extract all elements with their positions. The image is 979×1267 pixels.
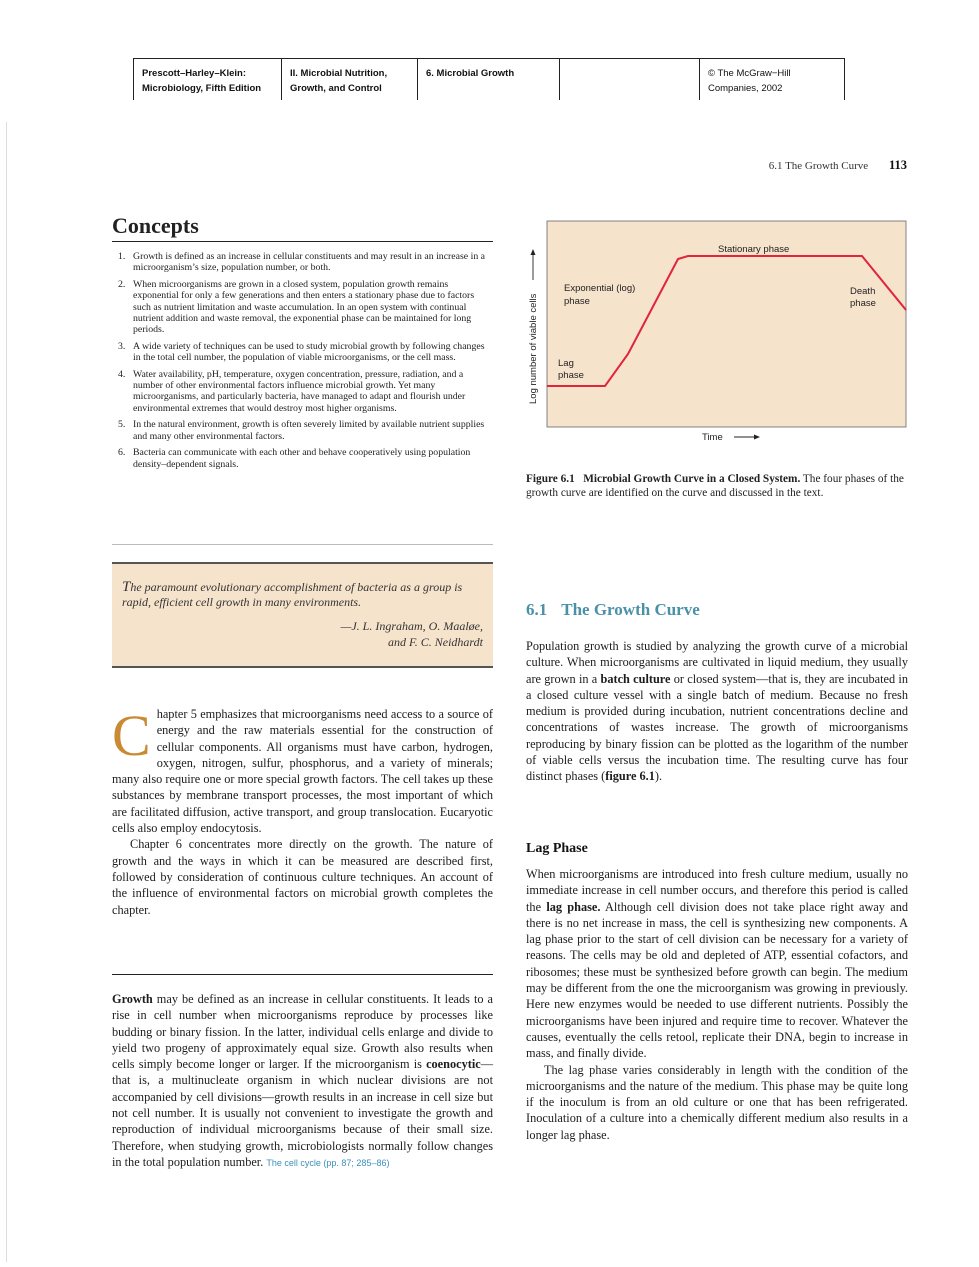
concept-item: 3. A wide variety of techniques can be used to study microbial growth by following changes in the total cell number, the population of viable microorganisms, or the cell mass. (118, 340, 485, 364)
y-axis-arrowhead (531, 249, 536, 255)
page-number: 113 (888, 158, 907, 172)
label-lag-phase-2: phase (558, 370, 584, 381)
growth-curve-figure (512, 214, 912, 454)
concept-item: 5. In the natural environment, growth is often severely limited by available nutrient supplies and many other environmental factors. (118, 419, 485, 442)
concepts-title: Concepts (112, 213, 199, 238)
intro-text (112, 703, 493, 918)
x-axis-arrowhead (754, 435, 760, 440)
label-lag-phase: Lag (558, 358, 574, 369)
label-death-phase-2: phase (850, 298, 876, 309)
x-axis-label: Time (702, 432, 723, 443)
header-cell-chapter: 6. Microbial Growth (417, 58, 559, 100)
margin-rule (6, 122, 7, 1262)
lag-phase-heading: Lag Phase (526, 841, 588, 856)
label-death-phase: Death (850, 286, 876, 297)
header-cell-book: Prescott–Harley–Klein: Microbiology, Fifth Edition (142, 68, 262, 94)
epigraph-text: The paramount evolutionary accomplishment of bacteria as a group is rapid, efficient cell growth in many environments. (122, 579, 463, 609)
intro-paragraph-2: Chapter 6 concentrates more directly on the growth. The nature of growth and the ways in which it can be measured are described first, followed by consideration of continuous culture techniques. An account of the influence of environmental factors on microbial growth completes the chapter. (112, 837, 493, 917)
running-head-section: 6.1 The Growth Curve (768, 160, 869, 172)
concept-item: 1. Growth is defined as an increase in cellular constituents and may result in an increase in a microorganism’s size, population number, or both. (118, 251, 486, 274)
growth-definition: Growth may be defined as an increase in cellular constituents. It leads to a rise in cell number when microorganisms reproduce by processes like budding or binary fission. In the latter, individual cells enlarge and divide to yield two progeny of approximately equal size. Growth also results when cells simply become longer or larger. If the microorganism is coenocytic—that is, a multinucleate organism in which nuclear divisions are not accompanied by cell divisions—growth results in an increase in cell size but not cell number. It is usually not convenient to investigate the growth and reproduction of individual microorganisms because of their small size. Therefore, when studying growth, microbiologists normally follow changes in the total population number. The cell cycle (pp. 87; 285–86) (112, 992, 493, 1169)
intro-paragraph-1: Chapter 5 emphasizes that microorganisms need access to a source of energy and the raw materials essential for the construction of cellular components. All organisms must have carbon, hydrogen, oxygen, nitrogen, sulfur, phosphorus, and a variety of minerals; many also require one or more special growth factors. The cell takes up these substances by membrane transport processes, the most important of which are facilitated diffusion, active transport, and group translocation. Eucaryotic cells also employ endocytosis. (112, 703, 493, 836)
cross-reference-link[interactable]: The cell cycle (pp. 87; 285–86) (266, 1157, 390, 1168)
figure-caption: Figure 6.1 Microbial Growth Curve in a Closed System. The four phases of the growth curve are identified on the curve and discussed in the text. (526, 473, 904, 499)
label-exponential-phase-2: phase (564, 296, 590, 307)
section-heading: 6.1 The Growth Curve (526, 600, 700, 619)
label-stationary-phase: Stationary phase (718, 244, 790, 255)
concept-item: 2. When microorganisms are grown in a closed system, population growth remains exponential for only a few generations and then enters a stationary phase due to factors such as nutrient limitation and waste accumulation. In an open system with continual nutrient addition and waste removal, the exponential phase can be maintained for long periods. (118, 278, 475, 336)
label-exponential-phase: Exponential (log) (564, 283, 636, 294)
page-header (133, 58, 845, 100)
section-separator (112, 974, 493, 975)
lag-phase-text: When microorganisms are introduced into fresh culture medium, usually no immediate increase in cell number occurs, and therefore this period is called the lag phase. Although cell division does not take place right away and there is no net increase in mass, the cell is synthesizing new components. A lag phase prior to the start of cell division can be necessary for a variety of reasons. The cells may be old and depleted of ATP, essential cofactors, and ribosomes; these must be synthesized before growth can begin. The medium may be different from the one the microorganism was growing in previously. Here new enzymes would be needed to use different nutrients. Possibly the microorganisms have been injured and require time to recover. Whatever the causes, eventually the cells retool, replicate their DNA, begin to increase in mass, and finally divide. The lag phase varies considerably in length with the condition of the microorganisms and the nature of the medium. This phase may be quite long if the inoculum is from an old culture or one that has been refrigerated. Inoculation of a culture into a chemically different medium also results in a longer lag phase. (526, 867, 908, 1142)
concept-item: 6. Bacteria can communicate with each other and behave cooperatively using population density–dependent signals. (118, 447, 471, 470)
section-intro: Population growth is studied by analyzing the growth curve of a microbial culture. When microorganisms are cultivated in liquid medium, they usually are grown in a batch culture or closed system—that is, they are incubated in a closed culture vessel with a single batch of medium. Because no fresh medium is provided during incubation, nutrient concentrations decline and concentrations of wastes increase. The growth of microorganisms reproducing by binary fission can be plotted as the logarithm of the number of viable cells versus the incubation time. The resulting curve has four distinct phases (figure 6.1). (526, 639, 908, 784)
header-cell-part: II. Microbial Nutrition, Growth, and Control (281, 58, 417, 100)
header-cell-blank (559, 58, 699, 100)
concepts-rule (112, 241, 493, 242)
concept-item: 4. Water availability, pH, temperature, oxygen concentration, pressure, radiation, and a number of other environmental factors influence microbial growth. Yet many microorganisms, and particularly bacteria, have managed to adapt and flourish under environmental extremes that would destroy most higher organisms. (118, 368, 466, 414)
header-cell-copyright: © The McGraw−Hill Companies, 2002 (699, 58, 846, 100)
concepts-list (118, 251, 493, 475)
y-axis-label: Log number of viable cells (528, 293, 539, 404)
concepts-bottom-rule (112, 544, 493, 545)
drop-cap: C (112, 703, 151, 768)
epigraph-box (112, 562, 493, 668)
running-head (769, 158, 907, 173)
epigraph-author: —J. L. Ingraham, O. Maaløe, and F. C. Neidhardt (340, 619, 483, 649)
